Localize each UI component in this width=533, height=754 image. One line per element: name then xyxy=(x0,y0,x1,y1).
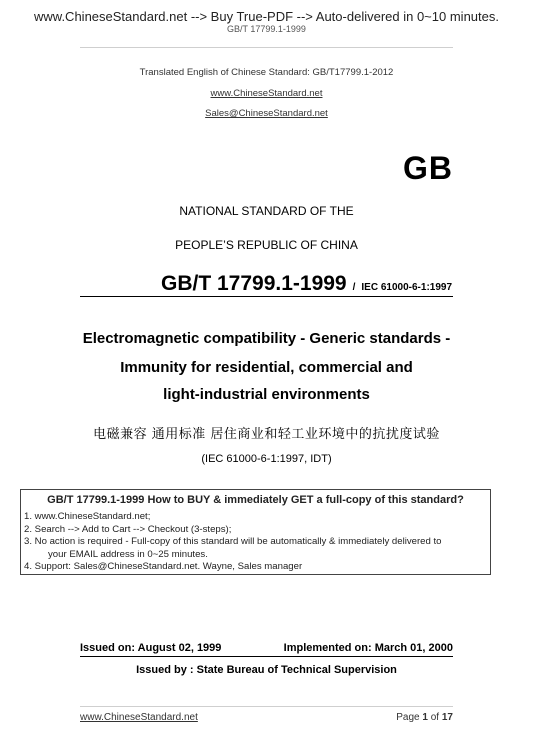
page-indicator xyxy=(396,712,453,723)
issuer: Issued by : State Bureau of Technical Supervision xyxy=(136,664,397,676)
header-divider xyxy=(80,47,453,48)
standard-number-line xyxy=(161,272,452,296)
national-standard-line2: PEOPLE’S REPUBLIC OF CHINA xyxy=(175,238,358,252)
iec-equivalence: (IEC 61000-6-1:1997, IDT) xyxy=(201,453,332,465)
buy-instructions-box xyxy=(20,489,491,575)
promo-banner[interactable]: www.ChineseStandard.net --> Buy True-PDF --> Auto-delivered in 0~10 minutes. xyxy=(34,9,499,24)
buy-box-heading: GB/T 17799.1-1999 How to BUY & immediately GET a full-copy of this standard? xyxy=(47,494,464,506)
issued-date: Issued on: August 02, 1999 xyxy=(80,642,222,654)
footer-divider xyxy=(80,706,453,707)
footer-website-link[interactable]: www.ChineseStandard.net xyxy=(80,712,198,723)
chinese-title: 电磁兼容 通用标准 居住商业和轻工业环境中的抗扰度试验 xyxy=(93,427,440,442)
page-of: of xyxy=(427,712,442,723)
buy-step-3-continued: your EMAIL address in 0~25 minutes. xyxy=(48,548,208,560)
buy-step-3: 3. No action is required - Full-copy of this standard will be automatically & immediately delivered to xyxy=(24,536,442,547)
page-number: 1 xyxy=(422,712,428,723)
iec-reference: IEC 61000-6-1:1997 xyxy=(361,282,453,293)
translation-note: Translated English of Chinese Standard: GB/T17799.1-2012 xyxy=(139,67,394,78)
buy-step-4: 4. Support: Sales@ChineseStandard.net. Wayne, Sales manager xyxy=(24,561,303,572)
buy-step-1[interactable]: 1. www.ChineseStandard.net; xyxy=(24,511,151,522)
title-line2: Immunity for residential, commercial and xyxy=(120,359,413,376)
national-standard-line1: NATIONAL STANDARD OF THE xyxy=(179,204,354,218)
buy-steps-list xyxy=(24,511,442,574)
buy-step-2: 2. Search --> Add to Cart --> Checkout (3-steps); xyxy=(24,523,232,535)
standard-divider xyxy=(80,296,453,297)
dates-divider xyxy=(80,656,453,657)
implemented-date: Implemented on: March 01, 2000 xyxy=(283,642,453,654)
title-line3: light-industrial environments xyxy=(163,386,370,403)
gb-logo: GB xyxy=(403,150,453,186)
standard-number: GB/T 17799.1-1999 xyxy=(161,272,347,295)
title-line1: Electromagnetic compatibility - Generic standards - xyxy=(82,330,451,347)
running-header: GB/T 17799.1-1999 xyxy=(227,24,306,34)
standard-separator: / xyxy=(352,282,356,293)
page-label: Page xyxy=(396,712,423,723)
website-link[interactable]: www.ChineseStandard.net xyxy=(210,88,323,99)
email-link[interactable]: Sales@ChineseStandard.net xyxy=(205,108,328,119)
page-total: 17 xyxy=(441,712,453,723)
